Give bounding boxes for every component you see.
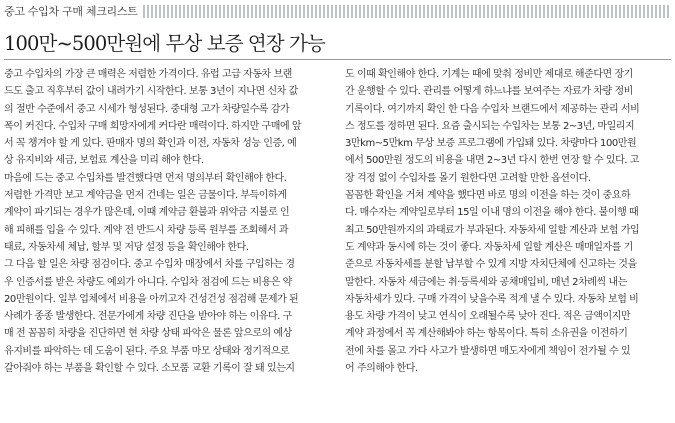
body-text-line: 다. 매수자는 계약일로부터 15일 이내 명의 이전을 해야 한다. 불이행 때 xyxy=(345,207,639,219)
body-text-line: 용도 차량 가격이 낮고 연식이 오래될수록 낮아 진다. 적은 금액이지만 xyxy=(345,311,631,323)
body-text-line: 최고 50만원까지의 과태료가 부과된다. 자동차세 일할 계산과 보험 가입 xyxy=(345,224,640,236)
body-text-line: 20만원이다. 일부 업체에서 비용을 아끼고자 건성건성 점검해 문제가 된 xyxy=(4,293,299,305)
body-text-line: 장 걱정 없이 수입차를 몰기 원한다면 고려할 만한 옵션이다. xyxy=(345,172,591,184)
article-column-left xyxy=(4,66,332,377)
body-text-line: 의 절반 수준에서 중고 시세가 형성된다. 중대형 고가 차량일수록 감가 xyxy=(4,103,290,115)
body-text-line: 저렴한 가격만 보고 계약금을 먼저 건네는 일은 금물이다. 부득이하게 xyxy=(4,190,287,202)
body-text-line: 말한다. 자동차 세금에는 취·등록세와 공채매입비, 매년 2차례씩 내는 xyxy=(345,276,627,288)
body-text-line: 상 유지비와 세금, 보험료 계산을 미리 해야 한다. xyxy=(4,155,204,167)
body-text-line: 계약 과정에서 꼭 계산해봐야 하는 항목이다. 특히 소유권을 이전하기 xyxy=(345,328,628,340)
body-text-line: 매 전 꼼꼼히 차량을 진단하면 현 차량 상태 파악은 물론 앞으로의 예상 xyxy=(4,328,292,340)
body-text-line: 도 계약과 동시에 하는 것이 좋다. 자동차세 일할 계산은 매매일자를 기 xyxy=(345,241,633,253)
body-text-line: 전에 차를 몰고 가다 사고가 발생하면 매도자에게 책임이 전가될 수 있 xyxy=(345,345,631,357)
body-text-line: 중고 수입차의 가장 큰 매력은 저렴한 가격이다. 유럽 고급 자동차 브랜 xyxy=(4,69,292,80)
body-text-line: 유지비를 파악하는 데 도움이 된다. 주요 부품 마모 상태와 정기적으로 xyxy=(4,345,290,357)
body-text-line: 그 다음 할 일은 차량 점검이다. 중고 수입차 매장에서 차를 구입하는 경 xyxy=(4,259,295,271)
body-text-line: 해 피해를 입을 수 있다. 계약 전 반드시 차량 등록 원부를 조회해서 과 xyxy=(4,224,289,236)
body-text-line: 3만km~5만km 무상 보증 프로그램에 가입돼 있다. 차량마다 100만원 xyxy=(345,138,637,150)
title-divider xyxy=(4,59,671,60)
section-label: 중고 수입차 구매 체크리스트 xyxy=(4,5,138,18)
body-text-line: 도 이때 확인해야 한다. 기계는 때에 맞춰 정비만 제대로 해준다면 장기 xyxy=(345,69,633,80)
article-column-right xyxy=(345,66,671,377)
body-text-line: 꼼꼼한 확인을 거쳐 계약을 했다면 바로 명의 이전을 하는 것이 중요하 xyxy=(345,190,631,202)
body-text-line: 자동차세가 있다. 구매 가격이 낮을수록 적게 낼 수 있다. 자동차 보험 비 xyxy=(345,293,639,305)
section-header xyxy=(4,3,671,20)
body-text-line: 마음에 드는 중고 수입차를 발견했다면 먼저 명의부터 확인해야 한다. xyxy=(4,172,287,184)
body-text-line: 갈아줘야 하는 부품을 확인할 수 있다. 소모품 교환 기록이 잘 돼 있는지 xyxy=(4,363,295,375)
body-text-line: 준으로 자동차세를 분할 납부할 수 있게 지방 자치단체에 신고하는 것을 xyxy=(345,259,637,271)
body-text-line: 드도 출고 직후부터 값이 내려가기 시작한다. 보통 3년이 지나면 신차 값 xyxy=(4,86,298,98)
body-text-line: 서 꼭 챙겨야 할 게 있다. 판매자 명의 확인과 이전, 자동차 성능 인증, 예 xyxy=(4,138,297,150)
body-text-line: 계약이 파기되는 경우가 많은데, 이때 계약금 환불과 위약금 지불로 인 xyxy=(4,207,290,219)
body-text-line: 스 정도를 정하면 된다. 요즘 출시되는 수입차는 보통 2~3년, 마일리지 xyxy=(345,120,635,132)
body-text-line: 우 인증서를 받은 차량도 예외가 아니다. 수입차 점검에 드는 비용은 약 xyxy=(4,276,292,288)
article-title: 100만~500만원에 무상 보증 연장 가능 xyxy=(4,32,325,55)
body-text-line: 사례가 종종 발생한다. 전문가에게 차량 진단을 받아야 하는 이유다. 구 xyxy=(4,311,292,323)
body-text-line: 태료, 자동차세 체납, 할부 및 저당 설정 등을 확인해야 한다. xyxy=(4,241,249,253)
body-text-line: 어 주의해야 한다. xyxy=(345,363,418,375)
body-text-line: 간 운행할 수 있다. 관리를 어떻게 하느냐를 보여주는 자료가 차량 정비 xyxy=(345,86,633,98)
body-text-line: 에서 500만원 정도의 비용을 내면 2~3년 다시 한번 연장 할 수 있다. 고 xyxy=(345,155,640,167)
body-text-line: 폭이 커진다. 수입차 구매 희망자에게 커다란 매력이다. 하지만 구매에 앞 xyxy=(4,120,302,132)
body-text-line: 기록이다. 여기까지 확인 한 다음 수입차 브랜드에서 제공하는 관리 서비 xyxy=(345,103,640,115)
header-stripe-decoration xyxy=(143,5,671,18)
